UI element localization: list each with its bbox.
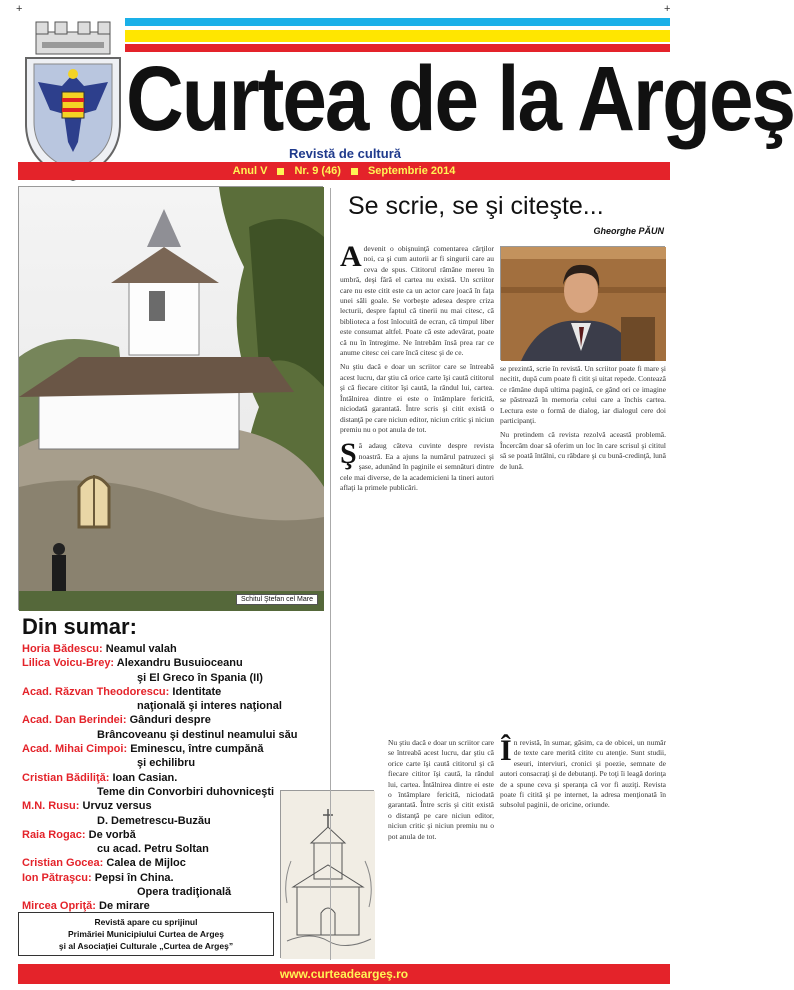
square-bullet-icon: [351, 168, 358, 175]
drop-cap: Ş: [340, 437, 357, 471]
summary-list: [22, 642, 322, 914]
cover-photo-monastery: [18, 186, 323, 610]
photo-credit: Schitul Ştefan cel Mare: [236, 594, 318, 605]
square-bullet-icon: [277, 168, 284, 175]
summary-item: Acad. Mihai Cimpoi: Eminescu, între cumpănă şi echilibru: [22, 743, 264, 770]
summary-item: Cristian Gocea: Calea de Mijloc: [22, 857, 186, 870]
summary-item: Acad. Răzvan Theodorescu: Identitate naţională şi interes naţional: [22, 685, 282, 713]
blue-stripe: [125, 18, 670, 26]
magazine-title: Curtea de la Argeş: [126, 47, 794, 150]
issue-number: Nr. 9 (46): [294, 165, 341, 177]
article-column-1-continued: Nu ştiu dacă e doar un scriitor care se întreabă acest lucru, dar ştiu că orice carte îşi caută cititorul şi că fiecare cititor îşi caută, la rândul lui, cartea. Întâlnirea dintre ei este o întâmplare fericită, niciodată garantată. Între scris şi citit există o distanţă pe care niciun editor, niciun critic şi niciun premiu nu o pot anula de tot.: [388, 738, 494, 841]
crop-mark: +: [664, 3, 671, 15]
issue-date: Septembrie 2014: [367, 165, 456, 177]
article-author: Gheorghe PĂUN: [593, 226, 664, 236]
sponsor-box: Revistă apare cu sprijinul Primăriei Municipiului Curtea de Argeş şi al Asociaţiei Culturale „Curtea de Argeş”: [18, 912, 274, 956]
drop-cap: Î: [500, 734, 512, 767]
crop-mark: +: [16, 3, 23, 15]
article-column-1: A devenit o obişnuinţă comentarea cărţilor noi, ca şi cum autorii ar fi singurii care au ceva de spus. Cititorul rămâne mereu în umbră, deşi fără el cartea nu există. Un scriitor care nu este citit este ca un actor care joacă în faţa unei săli goale. Se vorbeşte adesea despre criza lecturii, despre faptul că tinerii nu mai citesc, că biblioteca a fost înlocuită de ecran, că timpul liber este consumat altfel. Poate că este adevărat, poate că nu în întregime. Ne întrebăm însă prea rar ce anume citesc cei care încă citesc şi de ce. Nu ştiu dacă e doar un scriitor care se întreabă acest lucru, dar ştiu că orice carte îşi caută cititorul şi că fiecare cititor îşi caută, la rândul lui, cartea. Întâlnirea dintre ei este o întâmplare fericită, niciodată garantată. Între scris şi citit există o distanţă pe care niciun editor, niciun critic şi niciun premiu nu o pot anula de tot. Şă adaug câteva cuvinte despre revista noastră. Ea a ajuns la numărul patruzeci şi şase, adunând în paginile ei semnături dintre cele mai diverse, de la academicieni la tineri autori aflaţi la primele publicări.: [340, 240, 494, 492]
drop-cap: A: [340, 240, 362, 273]
issue-year: Anul V: [232, 165, 268, 177]
summary-item: Horia Bădescu: Neamul valah: [22, 643, 177, 655]
church-sketch-image: [280, 790, 374, 958]
summary-item: Cristian Bădiliţă: Ioan Casian. Teme din Convorbiri duhovniceşti: [22, 771, 275, 798]
summary-item: Lilica Voicu-Brey: Alexandru Busuioceanu şi El Greco în Spania (II): [22, 657, 263, 684]
coat-of-arms-logo: [22, 14, 124, 184]
footer-website[interactable]: www.curteadeargeş.ro: [18, 964, 670, 984]
column-divider: [330, 188, 331, 960]
summary-item: Acad. Dan Berindei: Gânduri despre Brâncoveanu şi destinul neamului său: [22, 714, 298, 741]
article-column-3: Î n revistă, în sumar, găsim, ca de obicei, un număr de texte care merită citite cu atenţie. Sunt studii, eseuri, interviuri, cronici şi poezie, semnate de autori consacraţi şi de debutanţi. Pe toţi îi leagă dorinţa de a spune ceva şi speranţa că vor fi auziţi. Revista poate fi citită şi pe internet, la adresa menţionată în subsolul paginii, de oricine, oriunde.: [500, 734, 666, 810]
summary-item: M.N. Rusu: Urvuz versus D. Demetrescu-Buzău: [22, 800, 211, 827]
summary-item: Ion Pătraşcu: Pepsi în China. Opera tradiţională: [22, 871, 232, 899]
article-column-2: se prezintă, scrie în revistă. Un scriitor poate fi mare şi necitit, după cum poate fi citit şi uitat repede. Contează ce rămâne după ultima pagină, ce gând ori ce imagine se păstrează în memoria celui care a închis cartea. Lectura este o formă de dialog, iar dialogul cere doi participanţi. Nu pretindem că revista rezolvă această problemă. Încercăm doar să oferim un loc în care scrisul şi cititul să se poată întâlni, cu răbdare şi cu bună-credinţă, lună de lună.: [500, 364, 666, 471]
author-portrait: [500, 246, 665, 360]
article-title: Se scrie, se şi citeşte...: [348, 192, 604, 220]
yellow-stripe: [125, 30, 670, 42]
summary-item: Mircea Opriţă: De mirare: [22, 900, 150, 913]
magazine-subtitle: Revistă de cultură: [289, 146, 401, 161]
summary-heading: Din sumar:: [22, 614, 137, 639]
issue-bar: [18, 162, 670, 180]
summary-item: Raia Rogac: De vorbă cu acad. Petru Soltan: [22, 828, 209, 856]
